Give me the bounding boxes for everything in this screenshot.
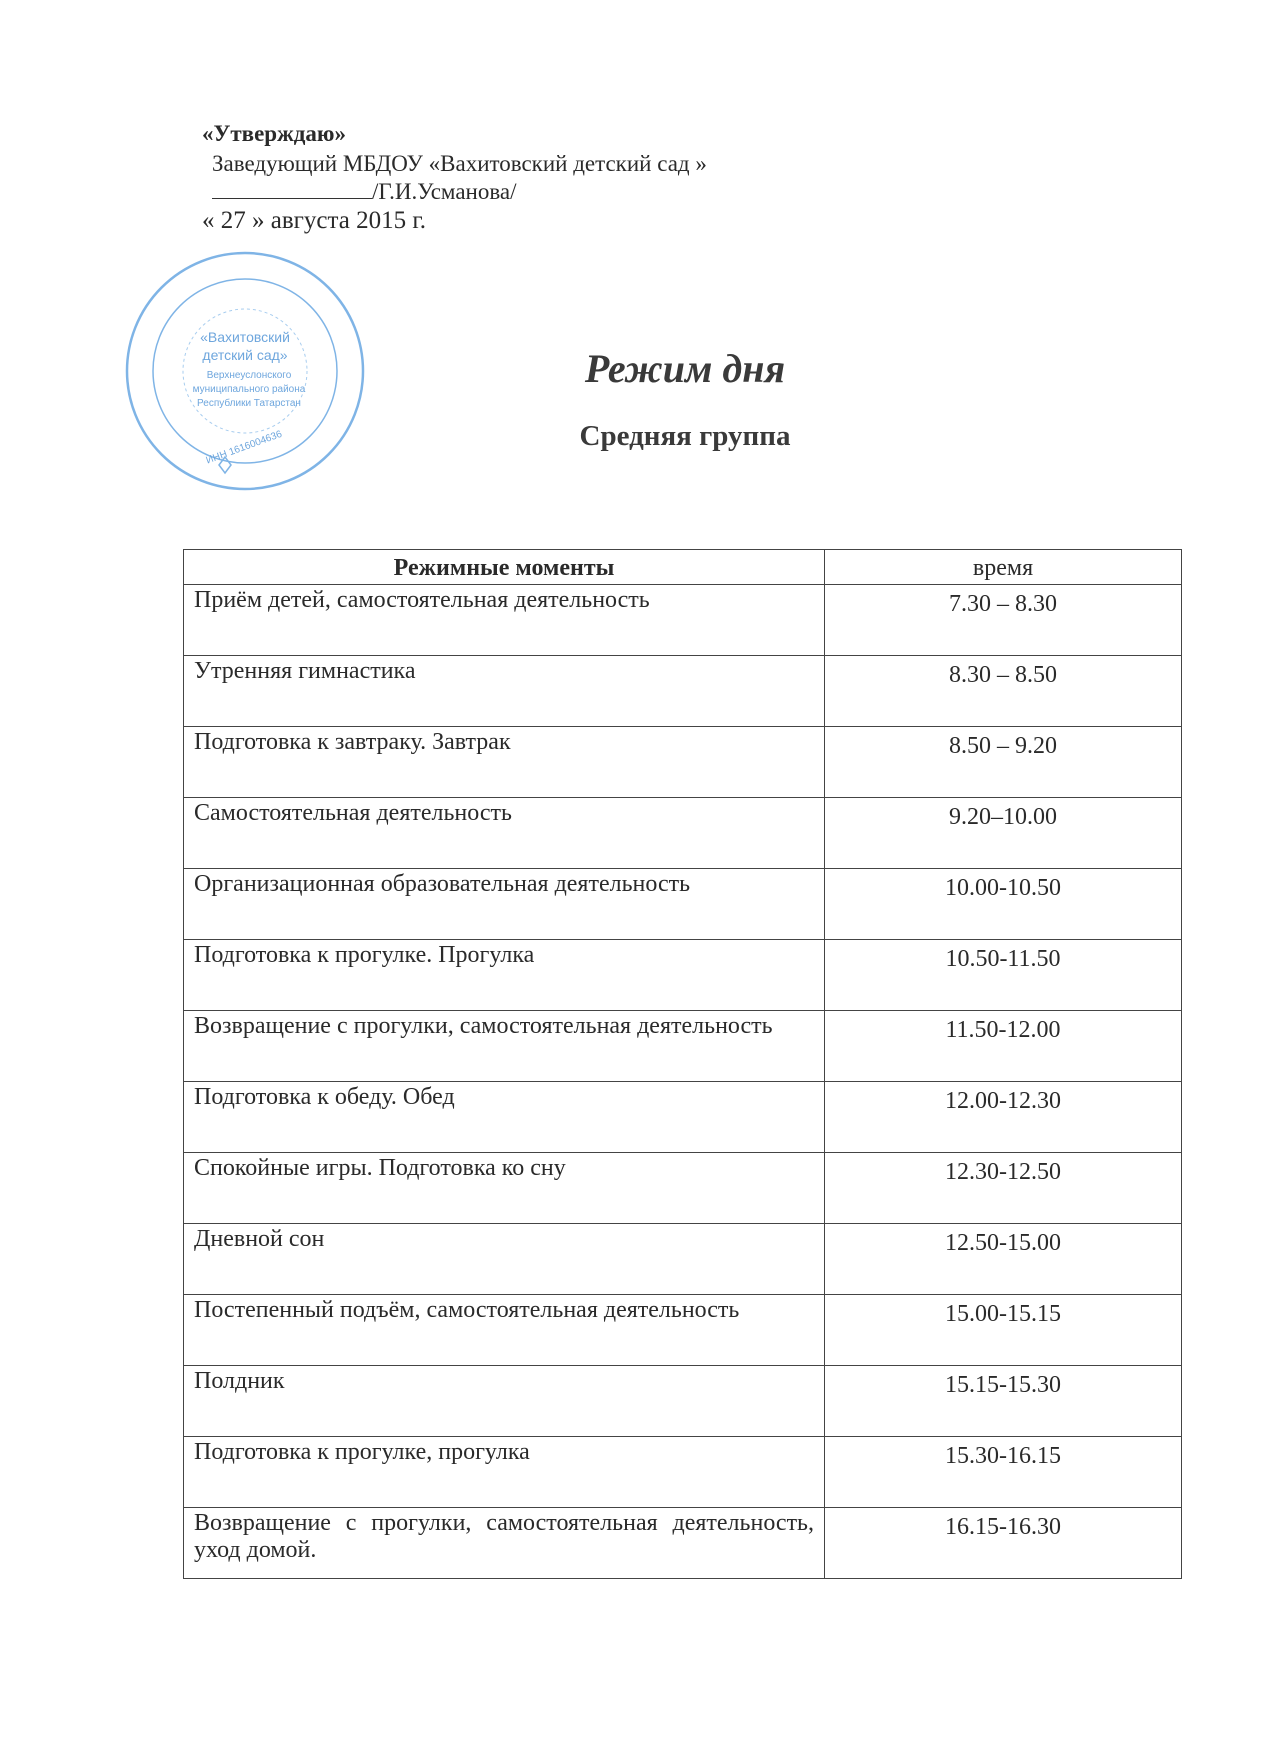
time-cell: 12.50-15.00: [825, 1224, 1182, 1295]
approval-date: « 27 » августа 2015 г.: [202, 207, 427, 234]
table-row: [184, 727, 1182, 798]
table-row: [184, 585, 1182, 656]
stamp-text-line: детский сад»: [202, 347, 288, 363]
activity-cell: Спокойные игры. Подготовка ко сну: [184, 1153, 825, 1224]
schedule-table: [183, 549, 1182, 1579]
activity-cell: Подготовка к обеду. Обед: [184, 1082, 825, 1153]
time-cell: 9.20–10.00: [825, 798, 1182, 869]
signature-blank: [212, 178, 372, 199]
table-row: [184, 1224, 1182, 1295]
table-row: [184, 1437, 1182, 1508]
approval-title: «Утверждаю»: [202, 121, 346, 146]
table-row: [184, 1366, 1182, 1437]
time-cell: 11.50-12.00: [825, 1011, 1182, 1082]
signature-name: /Г.И.Усманова/: [372, 179, 517, 204]
table-row: [184, 656, 1182, 727]
time-cell: 12.30-12.50: [825, 1153, 1182, 1224]
time-cell: 16.15-16.30: [825, 1508, 1182, 1579]
table-row: [184, 869, 1182, 940]
table-row: [184, 1082, 1182, 1153]
activity-cell: Постепенный подъём, самостоятельная деятельность: [184, 1295, 825, 1366]
activity-cell: Утренняя гимнастика: [184, 656, 825, 727]
stamp-text-line: Верхнеуслонского: [206, 370, 292, 381]
table-row: [184, 940, 1182, 1011]
stamp-text-line: муниципального района: [192, 384, 306, 395]
stamp-text-line: Республики Татарстан: [197, 398, 301, 409]
activity-cell: Организационная образовательная деятельность: [184, 869, 825, 940]
activity-cell: Подготовка к прогулке, прогулка: [184, 1437, 825, 1508]
approval-position: Заведующий МБДОУ «Вахитовский детский сад »: [212, 151, 707, 176]
table-row: [184, 1508, 1182, 1579]
table-row: [184, 1295, 1182, 1366]
stamp-inn: ИНН 1616004636: [204, 428, 284, 467]
time-cell: 15.30-16.15: [825, 1437, 1182, 1508]
activity-cell: Подготовка к завтраку. Завтрак: [184, 727, 825, 798]
time-cell: 7.30 – 8.30: [825, 585, 1182, 656]
document-subtitle: Средняя группа: [579, 420, 791, 452]
document-title: Режим дня: [584, 346, 786, 391]
time-cell: 8.30 – 8.50: [825, 656, 1182, 727]
time-cell: 15.00-15.15: [825, 1295, 1182, 1366]
time-cell: 15.15-15.30: [825, 1366, 1182, 1437]
time-cell: 12.00-12.30: [825, 1082, 1182, 1153]
header-activity: Режимные моменты: [184, 550, 825, 585]
table-row: [184, 1153, 1182, 1224]
table-header-row: [184, 550, 1182, 585]
activity-cell: Возвращение с прогулки, самостоятельная деятельность, уход домой.: [184, 1508, 825, 1579]
stamp-text-line: «Вахитовский: [200, 329, 290, 345]
table-row: [184, 1011, 1182, 1082]
time-cell: 10.50-11.50: [825, 940, 1182, 1011]
header-time: время: [825, 550, 1182, 585]
activity-cell: Дневной сон: [184, 1224, 825, 1295]
activity-cell: Возвращение с прогулки, самостоятельная деятельность: [184, 1011, 825, 1082]
activity-cell: Полдник: [184, 1366, 825, 1437]
table-row: [184, 798, 1182, 869]
activity-cell: Приём детей, самостоятельная деятельность: [184, 585, 825, 656]
time-cell: 10.00-10.50: [825, 869, 1182, 940]
activity-cell: Подготовка к прогулке. Прогулка: [184, 940, 825, 1011]
time-cell: 8.50 – 9.20: [825, 727, 1182, 798]
approval-signature-line: [212, 178, 517, 206]
activity-cell: Самостоятельная деятельность: [184, 798, 825, 869]
